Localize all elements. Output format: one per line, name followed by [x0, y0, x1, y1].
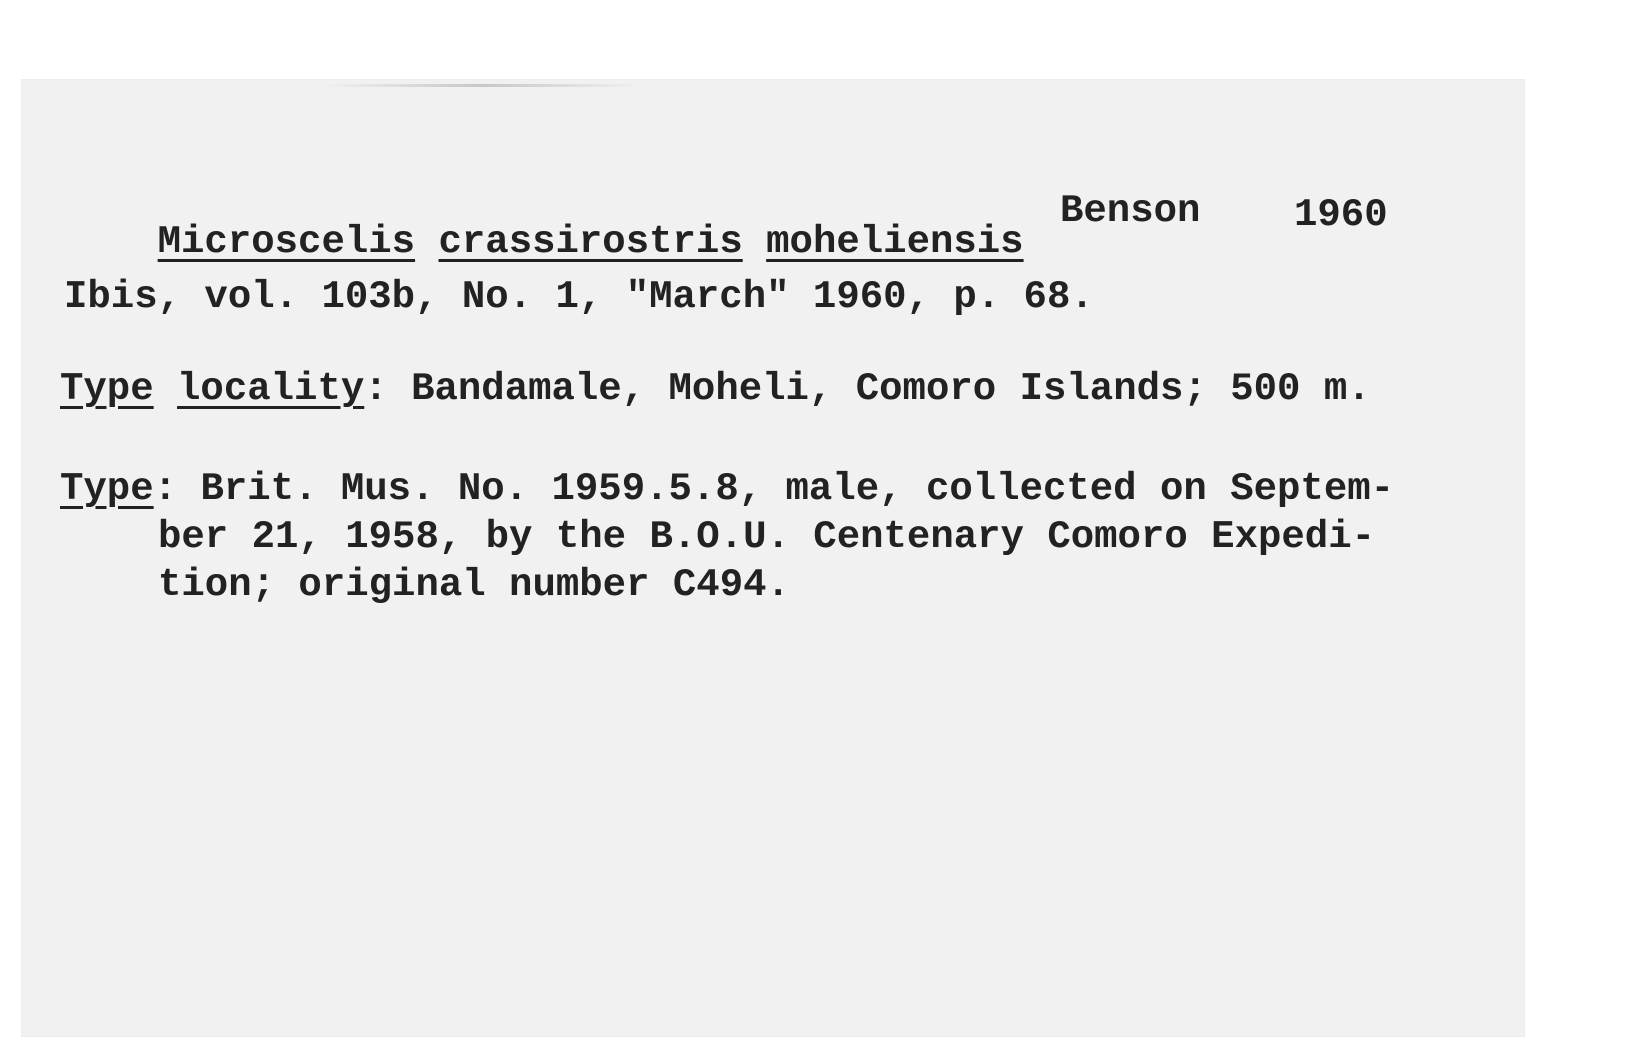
subspecies-name: moheliensis [766, 220, 1024, 264]
type-text-line-3: tion; original number C494. [158, 563, 790, 607]
type-locality-label-type: Type [60, 367, 154, 411]
type-line-1 [60, 467, 1395, 511]
type-text-line-1: Brit. Mus. No. 1959.5.8, male, collected on Septem- [200, 467, 1395, 511]
species-name: crassirostris [438, 220, 743, 264]
citation-line: Ibis, vol. 103b, No. 1, "March" 1960, p. 68. [64, 275, 1094, 319]
publication-year: 1960 [1294, 193, 1388, 237]
type-label: Type [60, 467, 154, 511]
genus-name: Microscelis [157, 220, 416, 264]
author-name: Benson [1060, 189, 1201, 233]
type-locality-separator: : [364, 367, 388, 411]
type-separator: : [153, 467, 178, 511]
index-card [22, 80, 1524, 1036]
type-locality-label-locality: locality [177, 367, 365, 411]
type-locality-line [60, 367, 1371, 411]
type-locality-text: Bandamale, Moheli, Comoro Islands; 500 m. [411, 367, 1371, 411]
type-text-line-2: ber 21, 1958, by the B.O.U. Centenary Comoro Expedi- [158, 515, 1375, 559]
